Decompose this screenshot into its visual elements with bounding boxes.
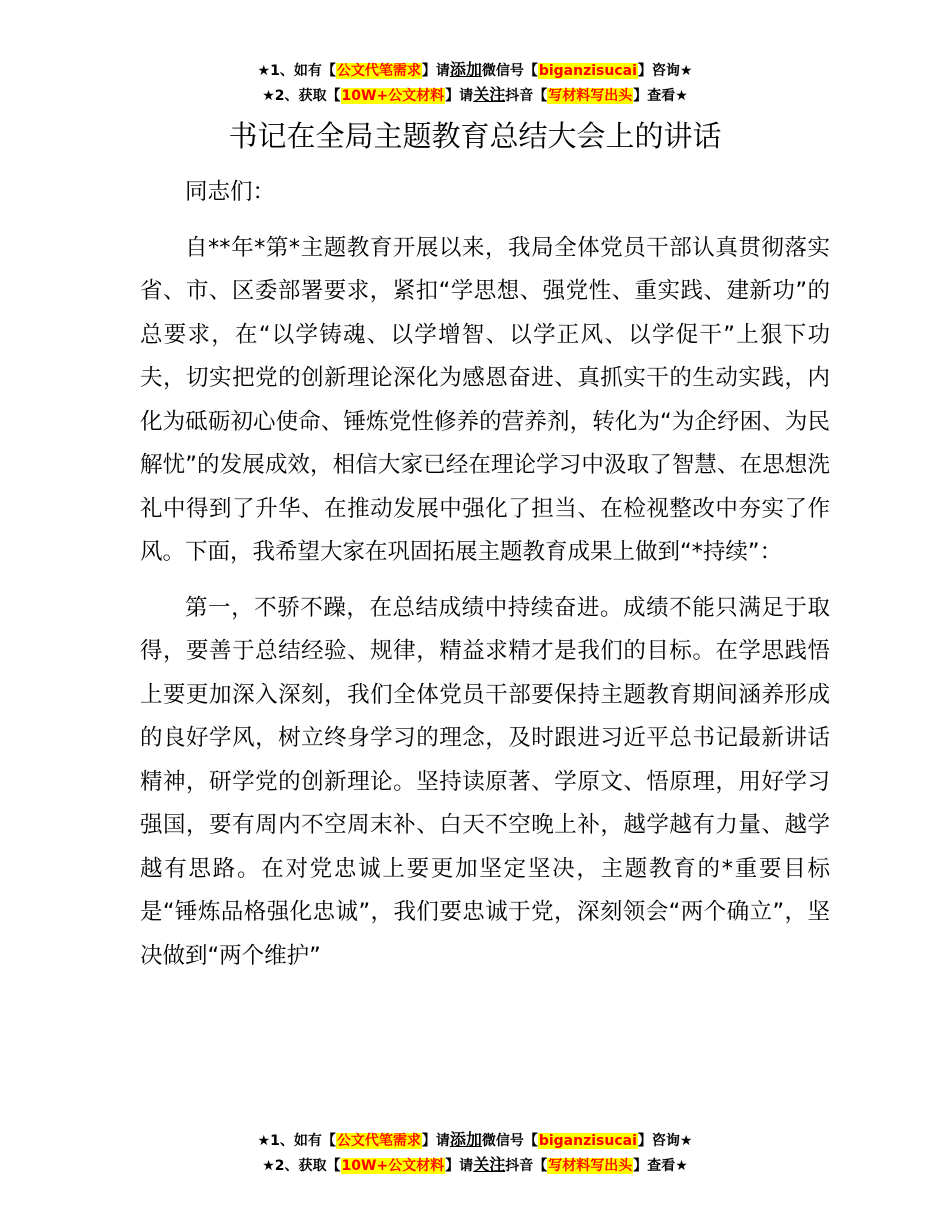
paragraph: 自**年*第*主题教育开展以来，我局全体党员干部认真贯彻落实省、市、区委部署要求，紧扣“学思想、强党性、重实践、建新功”的总要求，在“以学铸魂、以学增智、以学正风、以学促干”上狠下功夫，切实把党的创新理论深化为感恩奋进、真抓实干的生动实践，内化为砥砺初心使命、锤炼党性修养的营养剂，转化为“为企纾困、为民解忧”的发展成效，相信大家已经在理论学习中汲取了智慧、在思想洗礼中得到了升华、在推动发展中强化了担当、在检视整改中夯实了作风。下面，我希望大家在巩固拓展主题教育成果上做到“*持续”：: [140, 234, 830, 565]
promo-line-1: ★1、如有【公文代笔需求】请添加微信号【biganzisucai】咨询★: [257, 60, 693, 79]
promo-line-1: ★1、如有【公文代笔需求】请添加微信号【biganzisucai】咨询★: [257, 1130, 693, 1149]
highlight-douyin-id: 写材料写出头: [548, 88, 633, 104]
highlight-materials: 10W+公文材料: [341, 1158, 445, 1174]
promo-line-2: ★2、获取【10W+公文材料】请关注抖音【写材料写出头】查看★: [262, 85, 688, 104]
document-title: 书记在全局主题教育总结大会上的讲话: [228, 119, 722, 153]
paragraph: 第一，不骄不躁，在总结成绩中持续奋进。成绩不能只满足于取得，要善于总结经验、规律，精益求精才是我们的目标。在学思践悟上要更加深入深刻，我们全体党员干部要保持主题教育期间涵养形成的良好学风，树立终身学习的理念，及时跟进习近平总书记最新讲话精神，研学党的创新理论。坚持读原著、学原文、悟原理，用好学习强国，要有周内不空周末补、白天不空晚上补，越学越有力量、越学越有思路。在对党忠诚上要更加坚定坚决，主题教育的*重要目标是“锤炼品格强化忠诚”，我们要忠诚于党，深刻领会“两个确立”，坚决做到“两个维护”: [140, 594, 830, 969]
emphasis-word: 添加: [449, 60, 482, 79]
highlight-materials: 10W+公文材料: [341, 88, 445, 104]
highlight-service: 公文代笔需求: [336, 1133, 421, 1149]
emphasis-word: 添加: [449, 1130, 482, 1149]
emphasis-word: 关注: [473, 1155, 506, 1174]
highlight-douyin-id: 写材料写出头: [548, 1158, 633, 1174]
document-body: [140, 171, 830, 978]
highlight-service: 公文代笔需求: [336, 63, 421, 79]
highlight-wechat-id: biganzisucai: [538, 1133, 637, 1149]
promo-banner-top: [0, 58, 950, 108]
promo-banner-bottom: [0, 1128, 950, 1178]
highlight-wechat-id: biganzisucai: [538, 63, 637, 79]
promo-line-2: ★2、获取【10W+公文材料】请关注抖音【写材料写出头】查看★: [262, 1155, 688, 1174]
emphasis-word: 关注: [473, 85, 506, 104]
salutation: 同志们：: [185, 179, 276, 205]
